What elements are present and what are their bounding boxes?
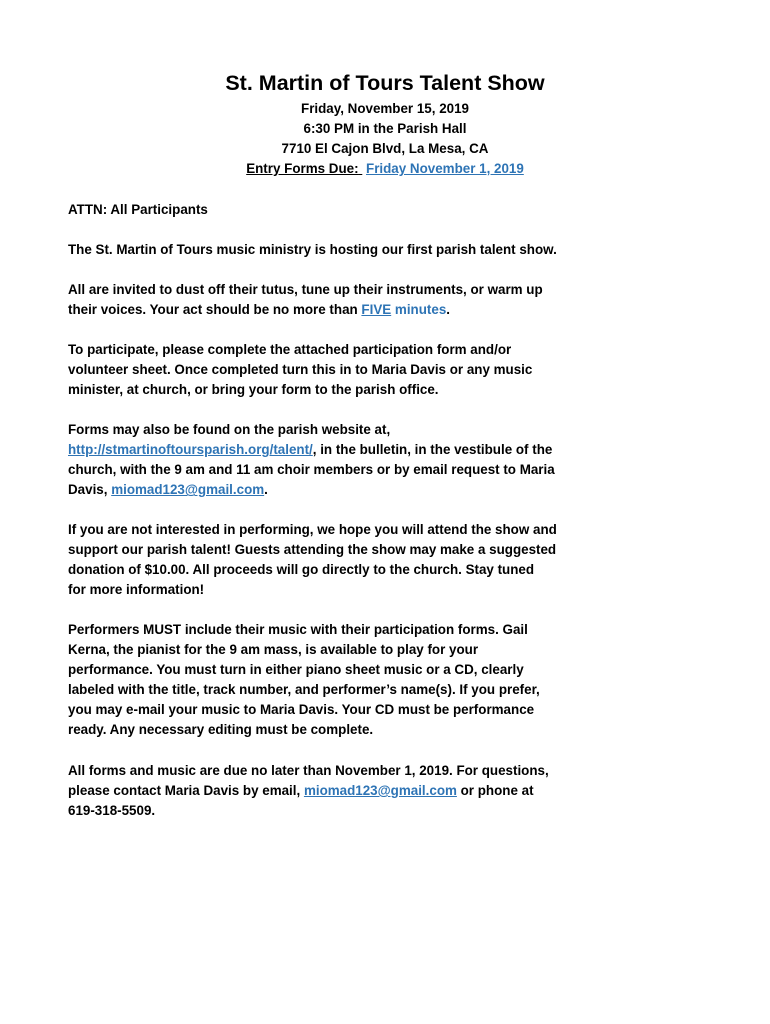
talent-url-link[interactable]: http://stmartinoftoursparish.org/talent/	[68, 442, 313, 458]
performers-line-5: you may e-mail your music to Maria Davis. Your CD must be performance	[68, 702, 535, 718]
forms-line-1: Forms may also be found on the parish website at,	[68, 422, 391, 437]
deadline-line-3: 619-318-5509.	[68, 803, 156, 819]
deadline-paragraph	[68, 761, 708, 821]
intro-paragraph: The St. Martin of Tours music ministry is hosting our first parish talent show.	[68, 242, 557, 257]
invite-paragraph	[68, 280, 708, 320]
attend-paragraph	[68, 520, 708, 600]
due-label: Entry Forms Due:	[246, 161, 359, 176]
attend-line-1: If you are not interested in performing, we hope you will attend the show and	[68, 522, 557, 537]
attn-line: ATTN: All Participants	[68, 202, 208, 217]
deadline-line-2-text: please contact Maria Davis by email,	[68, 783, 304, 799]
entry-forms-due	[0, 159, 770, 179]
invite-line-1: All are invited to dust off their tutus, tune up their instruments, or warm up	[68, 282, 543, 297]
attend-line-4: for more information!	[68, 582, 205, 598]
forms-line-4-text: Davis,	[68, 482, 112, 498]
performers-line-6: ready. Any necessary editing must be complete.	[68, 722, 374, 738]
deadline-line-2-end: or phone at	[456, 783, 534, 799]
five-link[interactable]: FIVE	[361, 302, 392, 318]
deadline-line-2	[68, 781, 708, 801]
performers-line-2: Kerna, the pianist for the 9 am mass, is available to play for your	[68, 642, 479, 658]
forms-line-2	[68, 440, 708, 460]
forms-line-3: church, with the 9 am and 11 am choir members or by email request to Maria	[68, 462, 555, 478]
performers-line-3: performance. You must turn in either piano sheet music or a CD, clearly	[68, 662, 524, 678]
invite-line-2-text: their voices. Your act should be no more than	[68, 302, 362, 318]
participate-line-3: minister, at church, or bring your form to the parish office.	[68, 382, 439, 398]
event-address: 7710 El Cajon Blvd, La Mesa, CA	[281, 141, 489, 156]
participate-line-1: To participate, please complete the attached participation form and/or	[68, 342, 512, 357]
minutes-text: minutes	[394, 302, 447, 318]
performers-paragraph	[68, 620, 708, 741]
performers-line-1: Performers MUST include their music with their participation forms. Gail	[68, 622, 528, 637]
forms-line-2-text: , in the bulletin, in the vestibule of the	[312, 442, 553, 458]
forms-line-4	[68, 480, 708, 500]
invite-line-2	[68, 300, 708, 320]
participate-line-2: volunteer sheet. Once completed turn this in to Maria Davis or any music	[68, 362, 533, 378]
attend-line-3: donation of $10.00. All proceeds will go directly to the church. Stay tuned	[68, 562, 535, 578]
page-title: St. Martin of Tours Talent Show	[225, 71, 545, 95]
forms-line-4-end: .	[264, 482, 268, 498]
contact-email-link[interactable]: miomad123@gmail.com	[303, 783, 457, 799]
event-time-place: 6:30 PM in the Parish Hall	[303, 121, 467, 136]
event-date: Friday, November 15, 2019	[301, 101, 469, 116]
due-date: Friday November 1, 2019	[366, 161, 524, 176]
invite-line-2-end: .	[446, 302, 450, 318]
participate-paragraph	[68, 340, 708, 400]
performers-line-4: labeled with the title, track number, and performer’s name(s). If you prefer,	[68, 682, 540, 698]
attend-line-2: support our parish talent! Guests attending the show may make a suggested	[68, 542, 557, 558]
forms-paragraph	[68, 420, 708, 500]
email-link[interactable]: miomad123@gmail.com	[111, 482, 265, 498]
deadline-line-1: All forms and music are due no later than November 1, 2019. For questions,	[68, 763, 549, 778]
